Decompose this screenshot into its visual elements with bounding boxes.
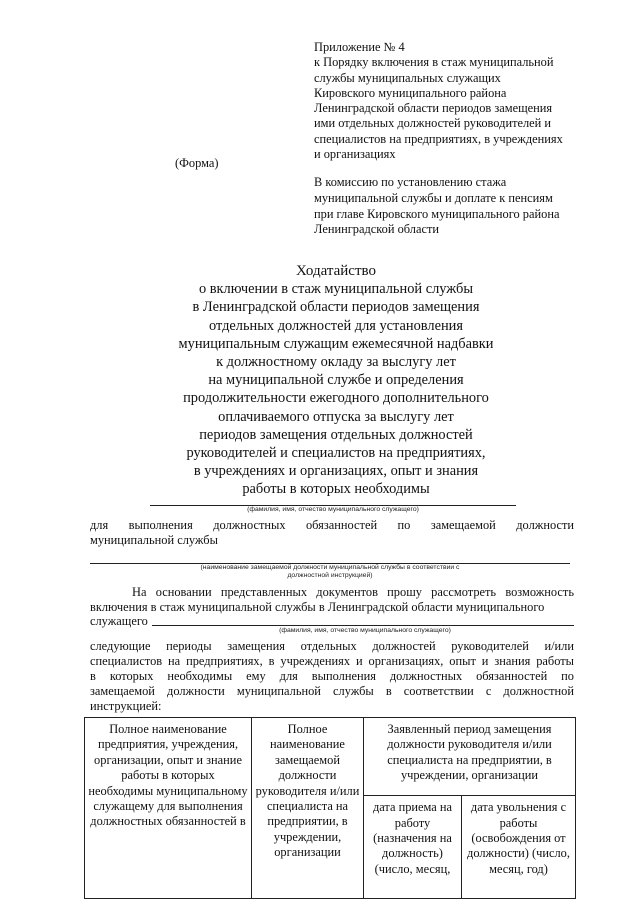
periods-table bbox=[84, 717, 576, 899]
title-line: продолжительности ежегодного дополнительного bbox=[183, 390, 489, 407]
title-line: работы в которых необходимы bbox=[242, 481, 430, 498]
periods-line: в которых необходимы ему для выполнения должностных обязанностей по bbox=[90, 669, 574, 683]
document-title bbox=[110, 262, 562, 499]
appendix-line: к Порядку включения в стаж муниципальной bbox=[314, 55, 554, 70]
title-line: периодов замещения отдельных должностей bbox=[199, 426, 473, 443]
title-heading: Ходатайство bbox=[296, 263, 376, 279]
addressee-line: муниципальной службы и доплате к пенсиям bbox=[314, 190, 553, 205]
appendix-line: специалистов на предприятиях, в учреждениях bbox=[314, 131, 563, 146]
basis-line: включения в стаж муниципальной службы в Ленинградской области муниципального bbox=[90, 600, 545, 614]
appendix-line: Приложение № 4 bbox=[314, 40, 405, 54]
addressee-line: В комиссию по установлению стажа bbox=[314, 175, 507, 189]
table-header-organization: Полное наименование предприятия, учреждения, организации, опыт и знание работы в которых необходимы муниципальному служащему для выполнения должностных обязанностей в bbox=[85, 718, 252, 899]
position-caption: (наименование замещаемой должности муниципальной службы в соответствии с bbox=[200, 564, 460, 571]
title-line: к должностному окладу за выслугу лет bbox=[216, 354, 456, 371]
duty-line: для выполнения должностных обязанностей по замещаемой должности bbox=[90, 518, 574, 532]
appendix-line: и организациях bbox=[314, 147, 396, 162]
title-line: оплачиваемого отпуска за выслугу лет bbox=[218, 408, 454, 425]
basis-line: служащего bbox=[90, 614, 148, 628]
title-line: отдельных должностей для установления bbox=[208, 317, 464, 334]
title-line: в учреждениях и организациях, опыт и знания bbox=[193, 463, 479, 480]
table-header-start-date: дата приема на работу (назначения на должность) (число, месяц, bbox=[364, 796, 462, 899]
fio2-fill-line[interactable] bbox=[152, 625, 574, 626]
addressee-line: при главе Кировского муниципального района bbox=[314, 206, 560, 221]
table-header-end-date: дата увольнения с работы (освобождения от должности) (число, месяц, год) bbox=[462, 796, 576, 899]
title-line: руководителей и специалистов на предприятиях, bbox=[186, 445, 486, 462]
form-label: (Форма) bbox=[175, 156, 219, 170]
periods-line: замещаемой должности муниципальной службы в соответствии с должностной bbox=[90, 684, 574, 698]
periods-line: следующие периоды замещения отдельных должностей руководителей и/или bbox=[90, 639, 574, 653]
table-header-period: Заявленный период замещения должности руководителя и/или специалиста на предприятии, в учреждении, организации bbox=[364, 718, 576, 796]
title-line: о включении в стаж муниципальной службы bbox=[198, 281, 474, 298]
appendix-line: Кировского муниципального района bbox=[314, 85, 507, 100]
title-line: муниципальным служащим ежемесячной надбавки bbox=[178, 335, 494, 352]
table-header-position: Полное наименование замещаемой должности руководителя и/или специалиста на предприятии, в учреждении, организации bbox=[252, 718, 364, 899]
addressee-block bbox=[314, 175, 586, 238]
appendix-reference bbox=[314, 40, 586, 162]
fio2-caption: (фамилия, имя, отчество муниципального служащего) bbox=[279, 627, 451, 634]
title-line: в Ленинградской области периодов замещения bbox=[192, 299, 480, 316]
appendix-line: Ленинградской области периодов замещения bbox=[314, 101, 553, 116]
basis-line: На основании представленных документов прошу рассмотреть возможность bbox=[132, 585, 574, 599]
periods-line: инструкцией: bbox=[90, 699, 162, 713]
title-line: на муниципальной службе и определения bbox=[208, 372, 464, 389]
periods-line: специалистов на предприятиях, в учреждениях и организациях, опыт и знания работы bbox=[90, 654, 574, 668]
fio-caption: (фамилия, имя, отчество муниципального служащего) bbox=[247, 506, 419, 513]
addressee-line: Ленинградской области bbox=[314, 222, 440, 237]
position-caption: должностной инструкцией) bbox=[287, 572, 373, 579]
appendix-line: ими отдельных должностей руководителей и bbox=[314, 116, 552, 131]
duty-line: муниципальной службы bbox=[90, 533, 218, 547]
appendix-line: службы муниципальных служащих bbox=[314, 70, 501, 85]
